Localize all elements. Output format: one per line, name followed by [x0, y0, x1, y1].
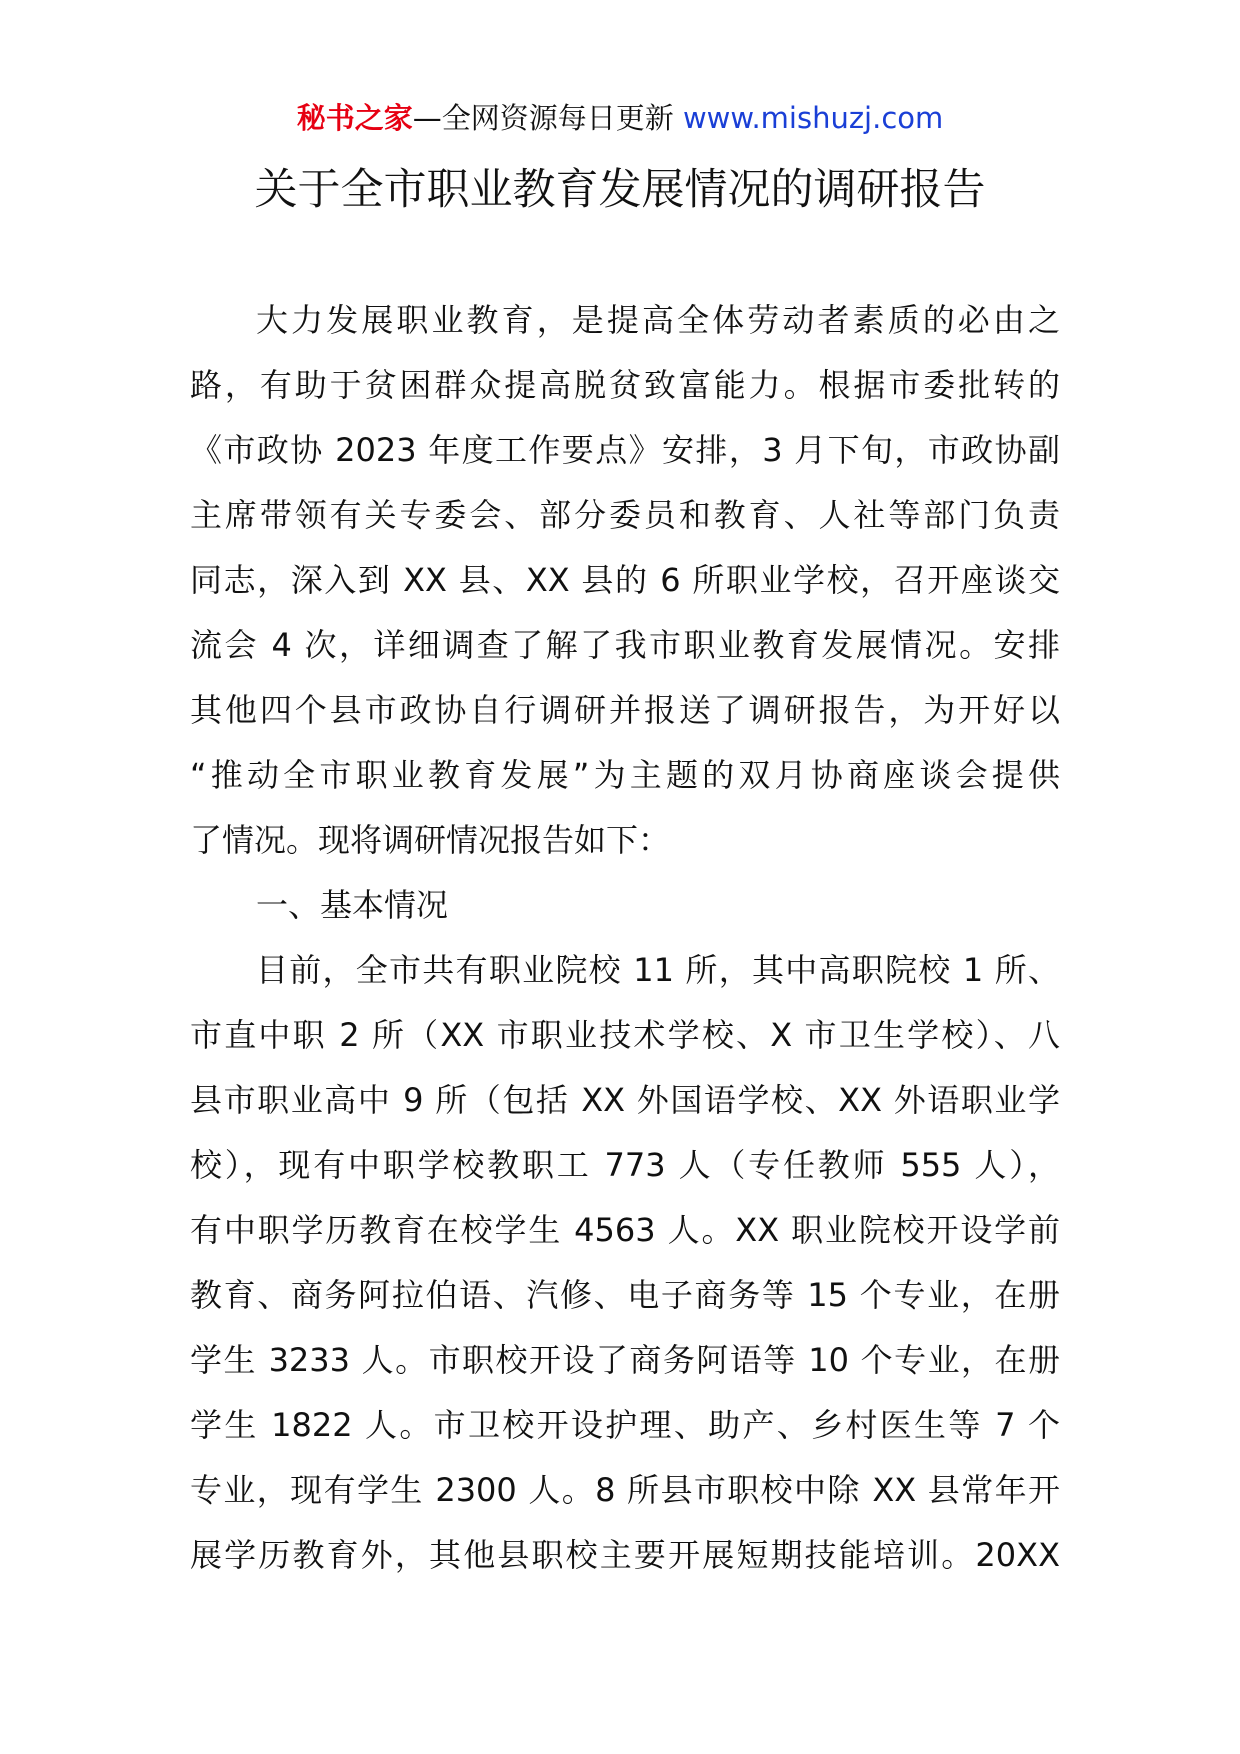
header-tagline: —全网资源每日更新: [412, 101, 674, 135]
paragraph-line: 学生 3233 人。市职校开设了商务阿语等 10 个专业，在册: [190, 1341, 1060, 1379]
brand-name: 秘书之家: [296, 101, 413, 135]
paragraph-line: 展学历教育外，其他县职校主要开展短期技能培训。20XX: [190, 1536, 1060, 1574]
paragraph-line: 路，有助于贫困群众提高脱贫致富能力。根据市委批转的: [190, 366, 1060, 404]
paragraph-line: 大力发展职业教育，是提高全体劳动者素质的必由之: [256, 301, 1060, 339]
paragraph-line: 同志，深入到 XX 县、XX 县的 6 所职业学校，召开座谈交: [190, 561, 1060, 599]
paragraph-line: 校），现有中职学校教职工 773 人（专任教师 555 人），: [190, 1146, 1060, 1184]
paragraph-line: 专业，现有学生 2300 人。8 所县市职校中除 XX 县常年开: [190, 1471, 1060, 1509]
section-heading: 一、基本情况: [256, 886, 449, 924]
paragraph-line: 学生 1822 人。市卫校开设护理、助产、乡村医生等 7 个: [190, 1406, 1060, 1444]
paragraph-line: 了情况。现将调研情况报告如下：: [190, 821, 671, 859]
paragraph-line: 市直中职 2 所（XX 市职业技术学校、X 市卫生学校）、八: [190, 1016, 1060, 1054]
paragraph-line: 有中职学历教育在校学生 4563 人。XX 职业院校开设学前: [190, 1211, 1060, 1249]
document-title: 关于全市职业教育发展情况的调研报告: [254, 165, 986, 215]
document-body: [190, 288, 1060, 1588]
paragraph-line: 教育、商务阿拉伯语、汽修、电子商务等 15 个专业，在册: [190, 1276, 1060, 1314]
paragraph-line: 目前，全市共有职业院校 11 所，其中高职院校 1 所、: [256, 951, 1060, 989]
paragraph-line: 《市政协 2023 年度工作要点》安排，3 月下旬，市政协副: [190, 431, 1060, 469]
paragraph-line: “推动全市职业教育发展”为主题的双月协商座谈会提供: [190, 756, 1060, 794]
paragraph-line: 流会 4 次，详细调查了解了我市职业教育发展情况。安排: [190, 626, 1060, 664]
paragraph-line: 其他四个县市政协自行调研并报送了调研报告，为开好以: [190, 691, 1060, 729]
paragraph-line: 县市职业高中 9 所（包括 XX 外国语学校、XX 外语职业学: [190, 1081, 1060, 1119]
site-url-link[interactable]: www.mishuzj.com: [682, 101, 944, 135]
paragraph-line: 主席带领有关专委会、部分委员和教育、人社等部门负责: [190, 496, 1060, 534]
site-header: [0, 98, 1240, 138]
